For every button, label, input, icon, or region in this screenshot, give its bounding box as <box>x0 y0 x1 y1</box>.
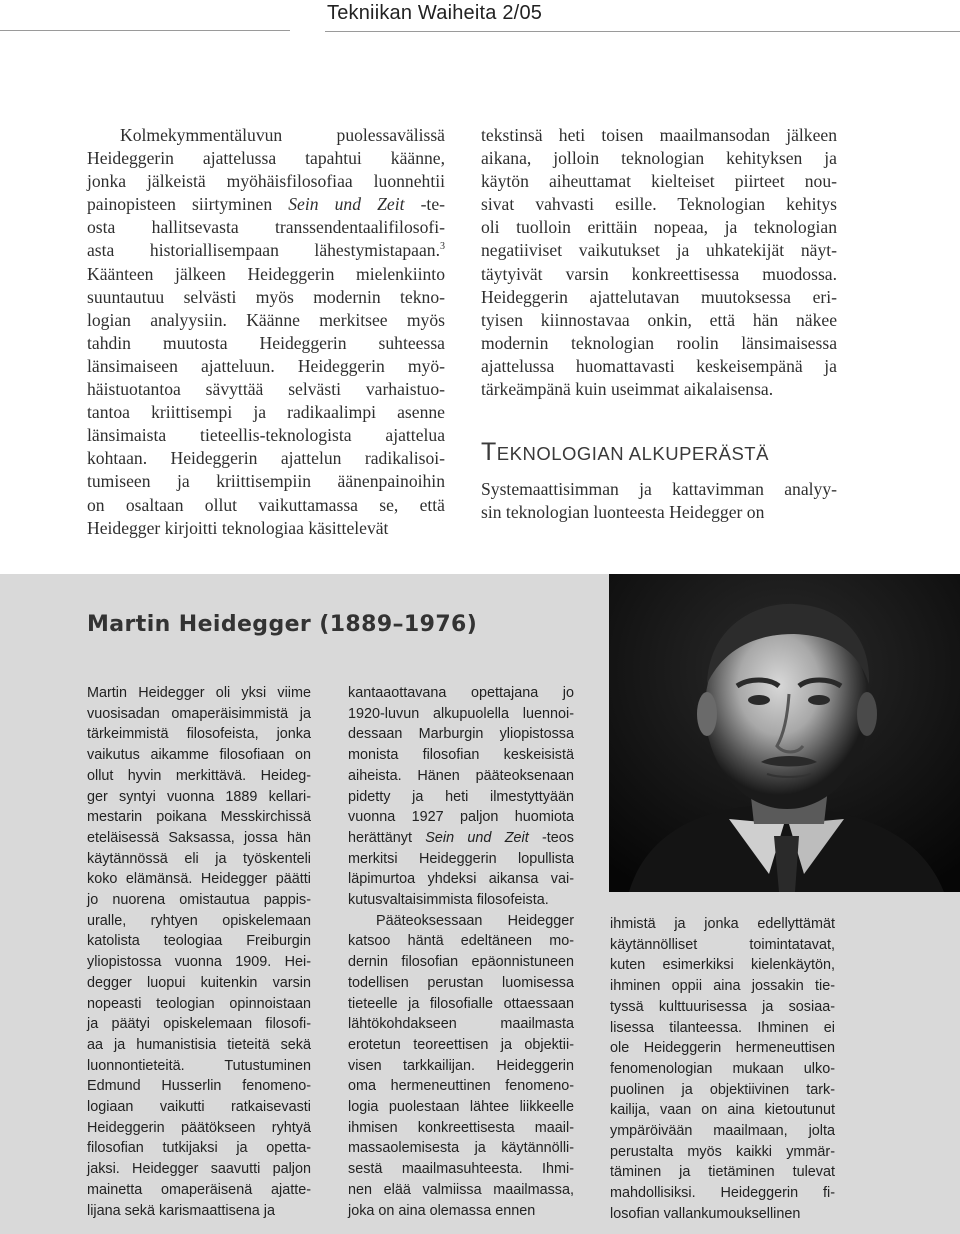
text-line: ole Heideggerin hermeneuttisen <box>610 1040 835 1057</box>
text-line: joka on aina olemassa ennen <box>348 1202 536 1219</box>
text-line: tyisen kiinnostavaa onkin, että hän näkee <box>481 309 837 330</box>
text-line: massaolemisesta ja käytännölli- <box>348 1140 574 1157</box>
text-line: 1920-luvun alkupuolella luennoi- <box>348 705 574 722</box>
text-line: kuten esimerkiksi kielenkäytön, <box>610 957 835 974</box>
text-line: sivat vahvasti esille. Teknologian kehitys <box>481 194 837 215</box>
running-header: Tekniikan Waiheita 2/05 <box>325 0 960 32</box>
text-line: ger syntyi vuonna 1889 kellari- <box>87 788 311 805</box>
text-line: kailija, vaan on aina kietoutunut <box>610 1102 835 1119</box>
text-line: sin teknologian luonteesta Heidegger on <box>481 502 765 523</box>
text-line: katsoo häntä edeltäneen mo- <box>348 933 574 950</box>
text-line: ympäröivään maailmaan, jolta <box>610 1123 835 1140</box>
section-heading-rest: EKNOLOGIAN ALKUPERÄSTÄ <box>496 443 769 465</box>
text-line: jo nuorena omistautua pappis- <box>87 892 311 909</box>
text-line: Pääteoksessaan Heidegger <box>376 912 574 929</box>
text-line: ihmisen konkreettisesta maail- <box>348 1119 574 1136</box>
text-line: on osaltaan ollut vaikuttamassa se, että <box>87 494 445 515</box>
text-line: herättänyt Sein und Zeit -teos <box>348 829 574 846</box>
text-line: koko elämänsä. Heidegger päätti <box>87 871 311 888</box>
text-line: läpimurtoa yhdeksi aikansa vai- <box>348 871 574 888</box>
section-heading <box>481 438 837 467</box>
text-line: osta hallitsevasta transsendentaalifilosofi- <box>87 217 445 238</box>
text-line: todellisen perustan luomisessa <box>348 974 574 991</box>
text-line: Heideggerin ajattelutavan muutoksessa eri- <box>481 286 837 307</box>
text-line: suuntautuu selvästi myös modernin tekno- <box>87 286 445 307</box>
text-line: ollut hyvin merkittävä. Heideg- <box>87 767 311 784</box>
text-line: lisessa tilanteessa. Ihminen ei <box>610 1019 835 1036</box>
text-line: ihminen oppii aina jossakin tie- <box>610 978 835 995</box>
section-heading-initial: T <box>481 438 497 467</box>
text-line: Kolmekymmentäluvun puolessavälissä <box>120 125 445 145</box>
portrait-photo <box>609 574 960 892</box>
text-line: pidetty ja heti ilmestyttyään <box>348 788 574 805</box>
text-line: käytännölliset toimintatavat, <box>610 936 835 953</box>
text-line: filosofian tutkijaksi ja opetta- <box>87 1140 311 1157</box>
text-line: jonka jälkeistä myöhäisfilosofiaa luonnehtii <box>87 171 445 192</box>
biography-column-1 <box>87 683 311 1221</box>
text-line: yliopistossa vuonna 1909. Hei- <box>87 954 311 971</box>
text-line: Martin Heidegger oli yksi viime <box>87 685 311 701</box>
text-line: länsimaista tieteellis-teknologista ajattelua <box>87 425 445 446</box>
text-line: aiheista. Hänen pääteoksenaan <box>348 767 574 784</box>
text-line: erotetun teoreettisen ja objektii- <box>348 1036 574 1053</box>
text-line: täytyivät varsin konkreettisessa muodossa. <box>481 263 837 284</box>
text-line: tärkeimmistä filosofeista, jonka <box>87 726 311 743</box>
text-line: lijana sekä karismaattisena ja <box>87 1202 275 1219</box>
text-line: tekstinsä heti toisen maailmansodan jälkeen <box>481 125 837 145</box>
text-line: kutusvaltaisimmista filosofeista. <box>348 892 549 909</box>
text-line: degger luopui kuitenkin varsin <box>87 974 311 991</box>
text-line: mestarin poikana Messkirchissä <box>87 809 311 826</box>
text-line: perustalta myös kaikki ymmär- <box>610 1143 835 1160</box>
text-line: Edmund Husserlin fenomeno- <box>87 1078 311 1095</box>
text-line: lähtökohdakseen maailmasta <box>348 1016 574 1033</box>
text-line: häistuotantoa sävyttää selvästi varhaistuo- <box>87 379 445 400</box>
text-line: käytön aiheuttamat kielteiset piirteet nou- <box>481 171 837 192</box>
text-line: losofian vallankumouksellinen <box>610 1205 801 1222</box>
text-line: asta historiallisempaan lähestymistapaan.$^3$ <box>87 240 445 261</box>
text-line: tärkeämpänä kuin useimmat aikalaisensa. <box>481 379 774 400</box>
text-line: Käänteen jälkeen Heideggerin mielenkiinto <box>87 263 445 284</box>
text-line: logia puolestaan lähtee liikkeelle <box>348 1099 574 1116</box>
text-line: tumiseen ja kriittisempiin äänenpainoihin <box>87 471 445 492</box>
text-line: uralle, ryhtyen opiskelemaan <box>87 912 311 929</box>
text-line: painopisteen siirtyminen Sein und Zeit -te- <box>87 194 445 215</box>
biography-title: Martin Heidegger (1889–1976) <box>87 612 478 637</box>
text-line: fenomenologian mukaan ulko- <box>610 1060 835 1077</box>
text-line: vuosisadan omaperäisimmistä ja <box>87 705 311 722</box>
text-line: ihmistä ja jonka edellyttämät <box>610 916 835 932</box>
text-line: ajattelussa huomattavasti keskeisempänä ja <box>481 355 837 376</box>
text-line: mainetta omaperäisenä ajatte- <box>87 1181 311 1198</box>
text-line: käytännössä eli ja työskenteli <box>87 850 311 867</box>
text-line: tahdin muutosta Heideggerin suhteessa <box>87 332 445 353</box>
text-line: aa ja humanistisia tieteitä sekä <box>87 1036 311 1053</box>
text-line: nopeasti teologian opinnoistaan <box>87 995 311 1012</box>
text-line: eteläisessä Saksassa, jossa hän <box>87 829 311 846</box>
text-line: oma hermeneuttinen fenomeno- <box>348 1078 574 1095</box>
text-line: länsimaiseen ajatteluun. Heideggerin myö- <box>87 355 445 376</box>
text-line: tieteelle ja filosofialle ottaessaan <box>348 995 574 1012</box>
text-line: visen tarkkailijan. Heideggerin <box>348 1057 574 1074</box>
left-text-column <box>87 124 445 540</box>
text-line: dessaan Marburgin yliopistossa <box>348 726 574 743</box>
text-line: Heideggerin päätökseen ryhtyä <box>87 1119 311 1136</box>
text-line: aikana, jolloin teknologian kehityksen ja <box>481 148 837 169</box>
biography-column-2 <box>348 683 574 1221</box>
text-line: Heidegger kirjoitti teknologiaa käsittelevät <box>87 517 389 538</box>
text-line: tantoa kriittisempi ja radikaalimpi asenne <box>87 402 445 423</box>
text-line: logian analyysiin. Käänne merkitsee myös <box>87 309 445 330</box>
text-line: katolista teologiaa Freiburgin <box>87 933 311 950</box>
text-line: Heideggerin ajattelussa tapahtui käänne, <box>87 148 445 169</box>
text-line: jaksi. Heidegger saavutti paljon <box>87 1161 311 1178</box>
text-line: Systemaattisimman ja kattavimman analyy- <box>481 479 837 500</box>
text-line: mahdollisiksi. Heideggerin fi- <box>610 1185 835 1202</box>
biography-column-3 <box>610 914 835 1225</box>
right-text-column <box>481 124 837 524</box>
text-line: kantaaottavana opettajana jo <box>348 685 574 701</box>
text-line: vuonna 1927 paljon huomiota <box>348 809 574 826</box>
text-line: kohtaan. Heideggerin ajattelun radikalisoi- <box>87 448 445 469</box>
text-line: puolinen ja objektiivinen tark- <box>610 1081 835 1098</box>
text-line: merkitsi Heideggerin lopullista <box>348 850 574 867</box>
text-line: täminen ja tietäminen tulevat <box>610 1164 835 1181</box>
text-line: sestä maailmasuhteesta. Ihmi- <box>348 1161 574 1178</box>
text-line: ja päätyi opiskelemaan filosofi- <box>87 1016 311 1033</box>
right-text-lines <box>481 124 837 401</box>
text-line: tyssä kulttuurisessa ja sosiaa- <box>610 998 835 1015</box>
text-line: vaikutus aikamme filosofiaan on <box>87 747 311 764</box>
text-line: negatiiviset vaikutukset ja uhkatekijät näyt- <box>481 240 837 261</box>
text-line: dernin filosofian epäonnistuneen <box>348 954 574 971</box>
after-heading-lines <box>481 478 837 524</box>
text-line: luonnontieteitä. Tutustuminen <box>87 1057 311 1074</box>
text-line: logiaan vaikutti ratkaisevasti <box>87 1099 311 1116</box>
header-rule <box>0 30 290 31</box>
text-line: nen elää valmiissa maailmassa, <box>348 1181 574 1198</box>
text-line: oli tuolloin erittäin nopeaa, ja teknologian <box>481 217 837 238</box>
text-line: monista filosofian keskeisistä <box>348 747 574 764</box>
text-line: modernin teknologian roolin länsimaisessa <box>481 332 837 353</box>
